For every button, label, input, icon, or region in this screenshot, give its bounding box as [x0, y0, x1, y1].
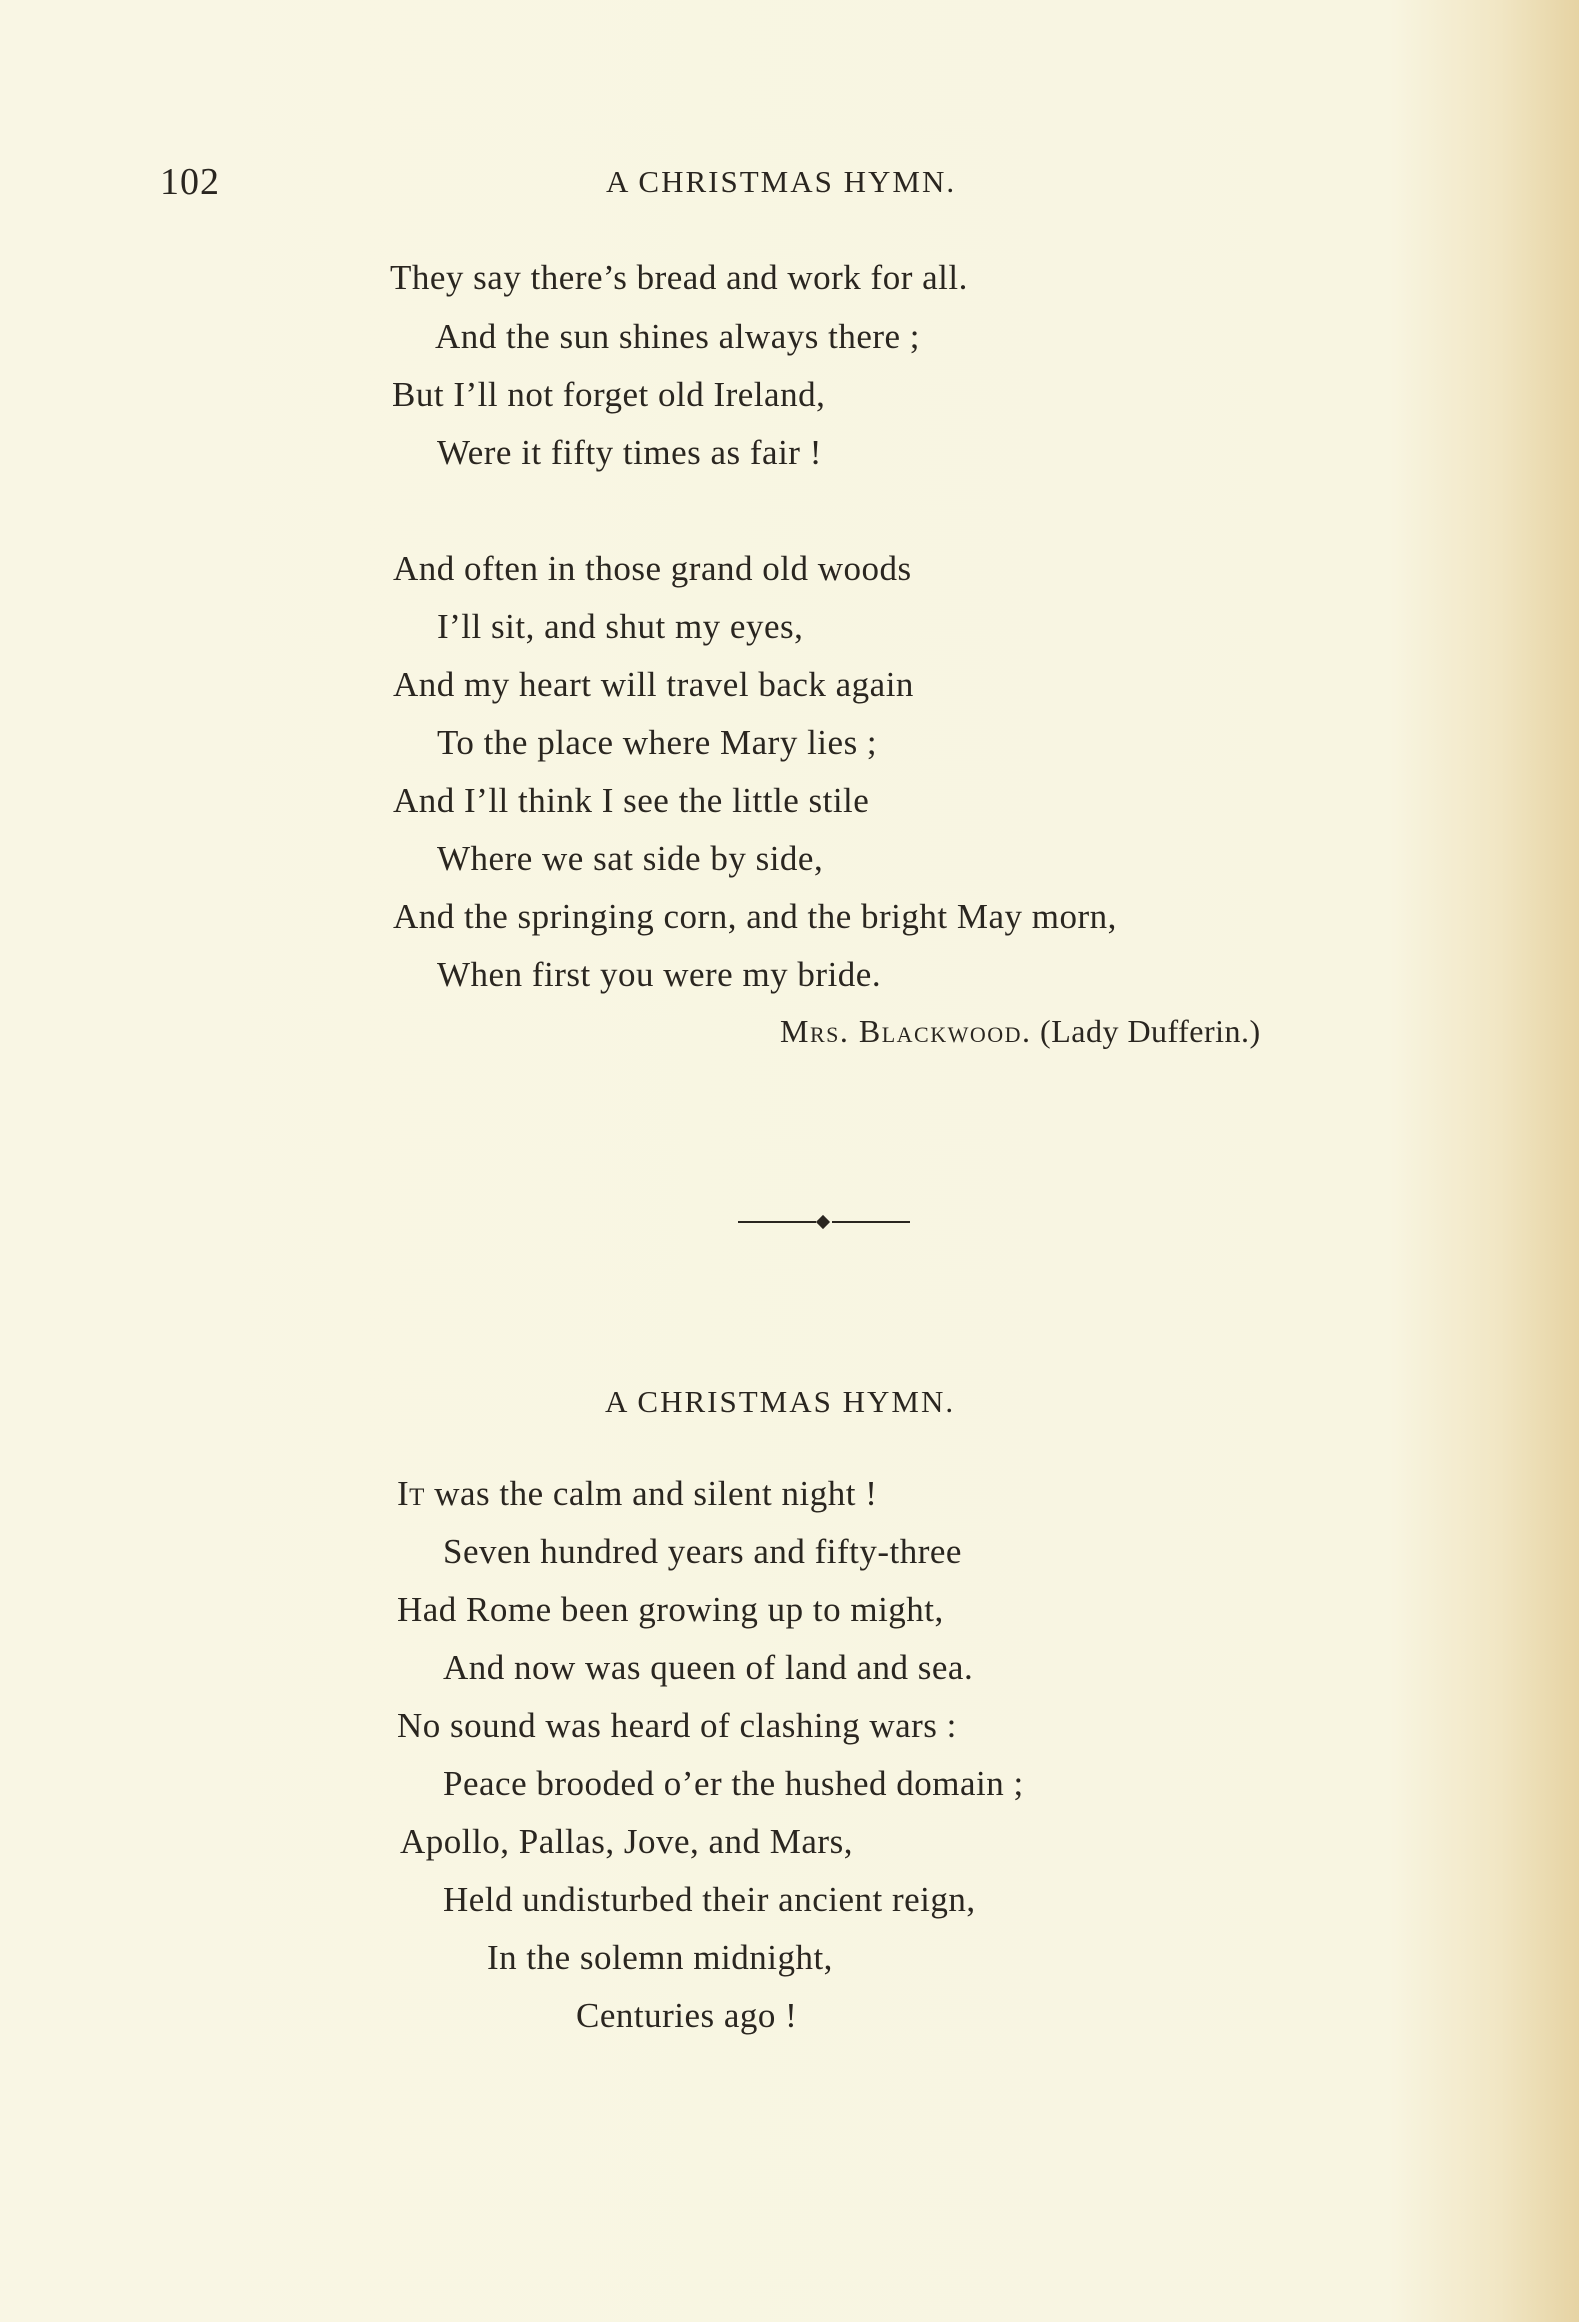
poem-line: Held undisturbed their ancient reign,: [443, 1880, 976, 1919]
poem-line: And often in those grand old woods: [393, 549, 912, 588]
running-head: A CHRISTMAS HYMN.: [606, 164, 957, 199]
poem-line: Apollo, Pallas, Jove, and Mars,: [400, 1822, 853, 1861]
poem-line: Centuries ago !: [576, 1996, 798, 2035]
divider-rule-right: [832, 1221, 910, 1223]
page-number: 102: [160, 161, 220, 203]
page-header: [160, 160, 1160, 210]
poem-line: Peace brooded o’er the hushed domain ;: [443, 1764, 1024, 1803]
author-name: Mrs. Blackwood.: [780, 1013, 1032, 1049]
poem-line: Were it fifty times as fair !: [437, 433, 822, 472]
poem-line: They say there’s bread and work for all.: [390, 258, 968, 297]
poem-line: No sound was heard of clashing wars :: [397, 1706, 957, 1745]
section-divider: [738, 1212, 910, 1232]
poem-first-line: [397, 1474, 877, 1514]
poem-line: And the springing corn, and the bright May morn,: [393, 897, 1117, 936]
poem-line: Seven hundred years and fifty-three: [443, 1532, 962, 1571]
poem-line: And the sun shines always there ;: [435, 317, 921, 356]
poem-line: To the place where Mary lies ;: [437, 723, 878, 762]
divider-diamond-icon: [816, 1215, 830, 1229]
poem-title: A CHRISTMAS HYMN.: [605, 1384, 956, 1419]
poem-line: When first you were my bride.: [437, 955, 882, 994]
poem-line: I’ll sit, and shut my eyes,: [437, 607, 804, 646]
poem-first-line-rest: was the calm and silent night !: [424, 1474, 878, 1513]
poem-attribution: [780, 1013, 1261, 1050]
poem-first-word: It: [397, 1474, 425, 1513]
divider-rule-left: [738, 1221, 816, 1223]
poem-line: In the solemn midnight,: [487, 1938, 833, 1977]
author-note: (Lady Dufferin.): [1040, 1013, 1261, 1049]
poem-line: And I’ll think I see the little stile: [393, 781, 870, 820]
poem-line: And now was queen of land and sea.: [443, 1648, 974, 1687]
poem-line: Where we sat side by side,: [437, 839, 824, 878]
poem-line: But I’ll not forget old Ireland,: [392, 375, 826, 414]
poem-line: Had Rome been growing up to might,: [397, 1590, 944, 1629]
poem-line: And my heart will travel back again: [393, 665, 914, 704]
